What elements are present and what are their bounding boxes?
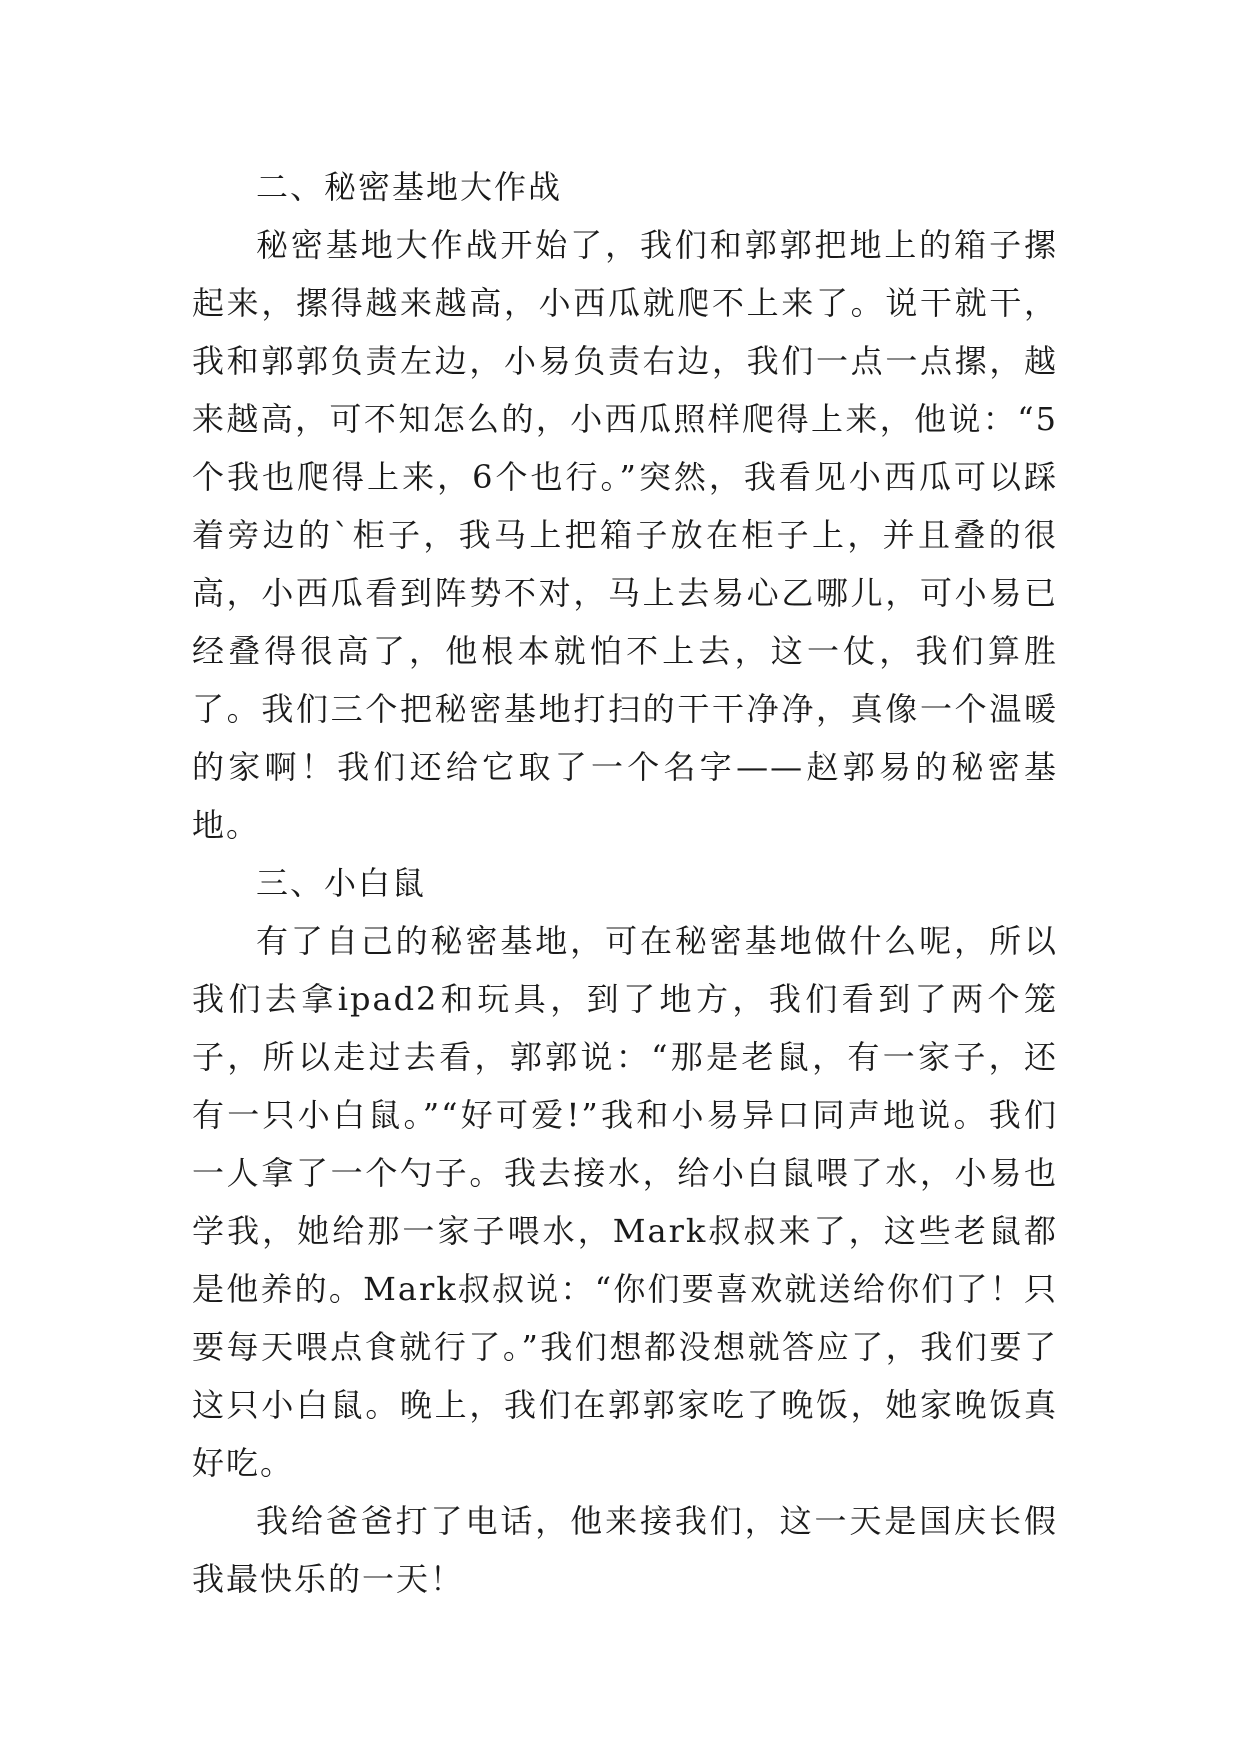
document-page — [192, 158, 1058, 1608]
paragraph: 秘密基地大作战开始了，我们和郭郭把地上的箱子摞起来，摞得越来越高，小西瓜就爬不上来了。说干就干，我和郭郭负责左边，小易负责右边，我们一点一点摞，越来越高，可不知怎么的，小西瓜照样爬得上来，他说：“5个我也爬得上来，6个也行。”突然，我看见小西瓜可以踩着旁边的`柜子，我马上把箱子放在柜子上，并且叠的很高，小西瓜看到阵势不对，马上去易心乙哪儿，可小易已经叠得很高了，他根本就怕不上去，这一仗，我们算胜了。我们三个把秘密基地打扫的干干净净，真像一个温暖的家啊！我们还给它取了一个名字——赵郭易的秘密基地。 — [192, 226, 1058, 844]
section-heading: 三、小白鼠 — [256, 864, 427, 902]
section-secret-base — [192, 158, 1058, 854]
paragraph: 我给爸爸打了电话，他来接我们，这一天是国庆长假我最快乐的一天！ — [192, 1502, 1058, 1598]
section-heading: 二、秘密基地大作战 — [256, 168, 563, 206]
section-white-mouse — [192, 854, 1058, 1608]
paragraph: 有了自己的秘密基地，可在秘密基地做什么呢，所以我们去拿ipad2和玩具，到了地方，我们看到了两个笼子，所以走过去看，郭郭说：“那是老鼠，有一家子，还有一只小白鼠。”“好可爱!”我和小易异口同声地说。我们一人拿了一个勺子。我去接水，给小白鼠喂了水，小易也学我，她给那一家子喂水，Mark叔叔来了，这些老鼠都是他养的。Mark叔叔说：“你们要喜欢就送给你们了！只要每天喂点食就行了。”我们想都没想就答应了，我们要了这只小白鼠。晚上，我们在郭郭家吃了晚饭，她家晚饭真好吃。 — [192, 922, 1058, 1482]
